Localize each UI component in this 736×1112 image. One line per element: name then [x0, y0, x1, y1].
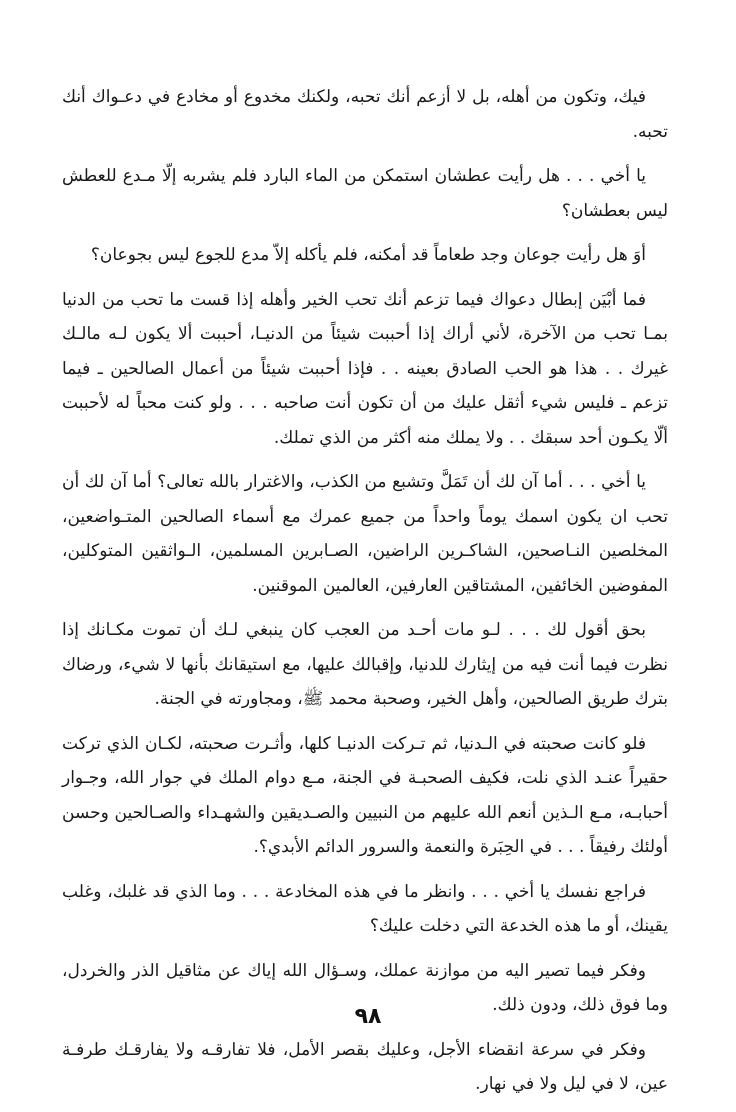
paragraph-9: وفكر فيما تصير اليه من موازنة عملك، وسـؤال الله إياك عن مثاقيل الذر والخردل، وما فوق ذلك، ودون ذلك. — [62, 960, 668, 1015]
page-body — [62, 80, 668, 1112]
paragraph-6: بحق أقول لك . . . لـو مات أحـد من العجب كان ينبغي لـك أن تموت مكـانك إذا نظرت فيما أنت فيه من إيثارك للدنيا، وإقبالك عليها، مع استيقانك بأنها لا شيء، ورضاك بترك طريق الصالحين، وأهل الخير، وصحبة محمد ﷺ، ومجاورته في الجنة. — [62, 620, 668, 709]
paragraph-3: أوَ هل رأيت جوعان وجد طعاماً قد أمكنه، فلم يأكله إلاّ مدع للجوع ليس بجوعان؟ — [90, 245, 646, 265]
paragraph-5: يا أخي . . . أما آن لك أن تَمَلَّ وتشبع من الكذب، والاغترار بالله تعالى؟ أما آن لك أن تحب ان يكون اسمك يوماً واحداً من جميع عمرك مع أسماء الصالحين المتـواضعين، المخلصين النـاصحين، الشاكـرين الراضين، الصـابرين المسلمين، الـواثقين المتوكلين، المفوضين الخائفين، المشتاقين العارفين، العالمين الموقنين. — [62, 472, 668, 596]
paragraph-7: فلو كانت صحبته في الـدنيا، ثم تـركت الدنيـا كلها، وأثـرت صحبته، لكـان الذي تركت حقيراً عنـد الذي نلت، فكيف الصحبـة في الجنة، مـع دوام الملك في جوار الله، وجـوار أحبابـه، مـع الـذين أنعم الله عليهم من النبيين والصـديقين والشهـداء والصـالحين وحسن أولئك رفيقاً . . . في الحِبَرة والنعمة والسرور الدائم الأبدي؟. — [62, 733, 668, 857]
paragraph-10: وفكر في سرعة انقضاء الأجل، وعليك بقصر الأمل، فلا تفارقـه ولا يفارقـك طرفـة عين، لا في ليل ولا في نهار. — [62, 1039, 668, 1094]
paragraph-8: فراجع نفسك يا أخي . . . وانظر ما في هذه المخادعة . . . وما الذي قد غلبك، وغلب يقينك، أو ما هذه الخدعة التي دخلت عليك؟ — [62, 881, 668, 936]
paragraph-2: يا أخي . . . هل رأيت عطشان استمكن من الماء البارد فلم يشربه إلّا مـدع للعطش ليس بعطشان؟ — [62, 166, 668, 221]
page-number: ٩٨ — [354, 1004, 382, 1029]
paragraph-1: فيك، وتكون من أهله، بل لا أزعم أنك تحبه، ولكنك مخدوع أو مخادع في دعـواك أنك تحبه. — [62, 87, 668, 142]
paragraph-4: فما أبْيَن إبطال دعواك فيما تزعم أنك تحب الخير وأهله إذا قست ما تحب من الدنيا بمـا تحب من الآخرة، لأني أراك إذا أحببت شيئاً من الدنيـا، أحببت ألا يكون لـه مالـك غيرك . . هذا هو الحب الصادق بعينه . . فإذا أحببت شيئاً من أعمال الصالحين ـ فيما تزعم ـ فليس شيء أثقل عليك من أن تكون أنت صاحبه . . . ولو كنت محباً له لأحببت ألّا يكـون أحد سبقك . . ولا يملك منه أكثر من الذي تملك. — [62, 289, 668, 448]
